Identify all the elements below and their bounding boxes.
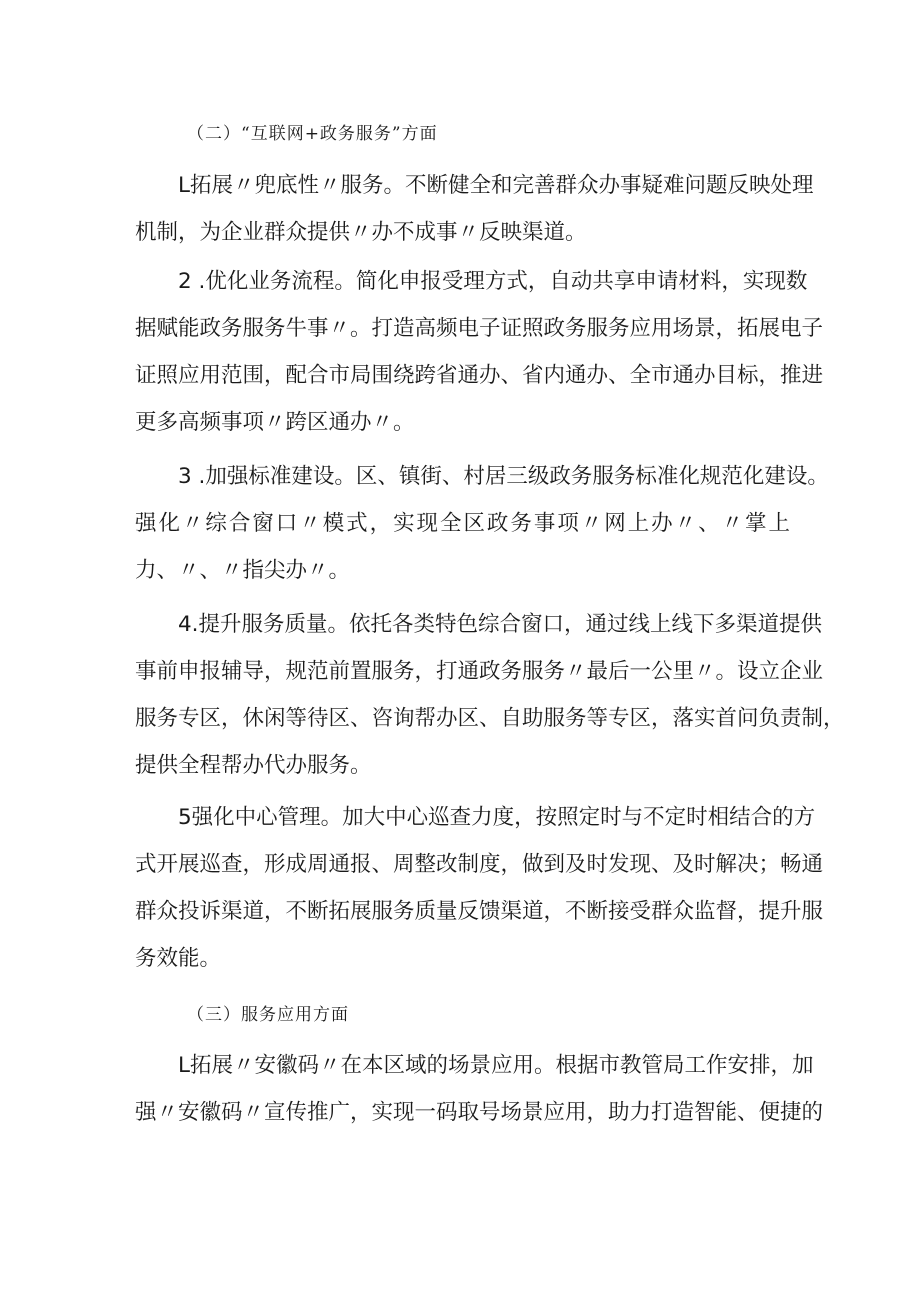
paragraph-line: 2 .优化业务流程。简化申报受理方式，自动共享申请材料，实现数: [178, 269, 808, 294]
paragraph-1: [135, 162, 814, 256]
paragraph-line: 机制，为企业群众提供〃办不成事〃反映渠道。: [135, 220, 587, 245]
paragraph-6: [135, 1042, 824, 1136]
paragraph-line: 式开展巡查，形成周通报、周整改制度，做到及时发现、及时解决；畅通: [135, 852, 824, 877]
paragraph-line: 事前申报辅导，规范前置服务，打通政务服务〃最后一公里〃。设立企业: [135, 659, 824, 684]
paragraph-line: 提供全程帮办代办服务。: [135, 753, 372, 778]
paragraph-line: 证照应用范围，配合市局围绕跨省通办、省内通办、全市通办目标，推进: [135, 363, 824, 388]
section-heading-internet-plus: （二）“互联网+政务服务”方面: [187, 124, 438, 144]
paragraph-line: 强化〃综合窗口〃模式，实现全区政务事项〃网上办〃、〃掌上: [135, 511, 790, 536]
paragraph-4: [135, 601, 845, 789]
paragraph-line: 据赋能政务服务牛事〃。打造高频电子证照政务服务应用场景，拓展电子: [135, 316, 824, 341]
paragraph-line: 更多高频事项〃跨区通办〃。: [135, 410, 415, 435]
paragraph-line: 服务专区，休闲等待区、咨询帮办区、自助服务等专区，落实首问负责制，: [135, 706, 845, 731]
paragraph-line: 3 .加强标准建设。区、镇街、村居三级政务服务标准化规范化建设。: [178, 464, 829, 489]
section-heading-service-application: （三）服务应用方面: [187, 1005, 349, 1025]
paragraph-line: 强〃安徽码〃宣传推广，实现一码取号场景应用，助力打造智能、便捷的: [135, 1100, 824, 1125]
paragraph-line: 群众投诉渠道，不断拓展服务质量反馈渠道，不断接受群众监督，提升服: [135, 899, 824, 924]
paragraph-line: 5强化中心管理。加大中心巡查力度，按照定时与不定时相结合的方: [178, 805, 816, 830]
paragraph-line: 务效能。: [135, 946, 222, 971]
paragraph-3: [135, 453, 829, 594]
paragraph-line: L拓展〃安徽码〃在本区域的场景应用。根据市教管局工作安排，加: [178, 1053, 814, 1078]
paragraph-5: [135, 794, 824, 982]
paragraph-2: [135, 258, 824, 446]
paragraph-line: 4.提升服务质量。依托各类特色综合窗口，通过线上线下多渠道提供: [178, 612, 823, 637]
paragraph-line: 力、〃、〃指尖办〃。: [135, 558, 351, 583]
paragraph-line: L拓展〃兜底性〃服务。不断健全和完善群众办事疑难问题反映处理: [178, 173, 814, 198]
